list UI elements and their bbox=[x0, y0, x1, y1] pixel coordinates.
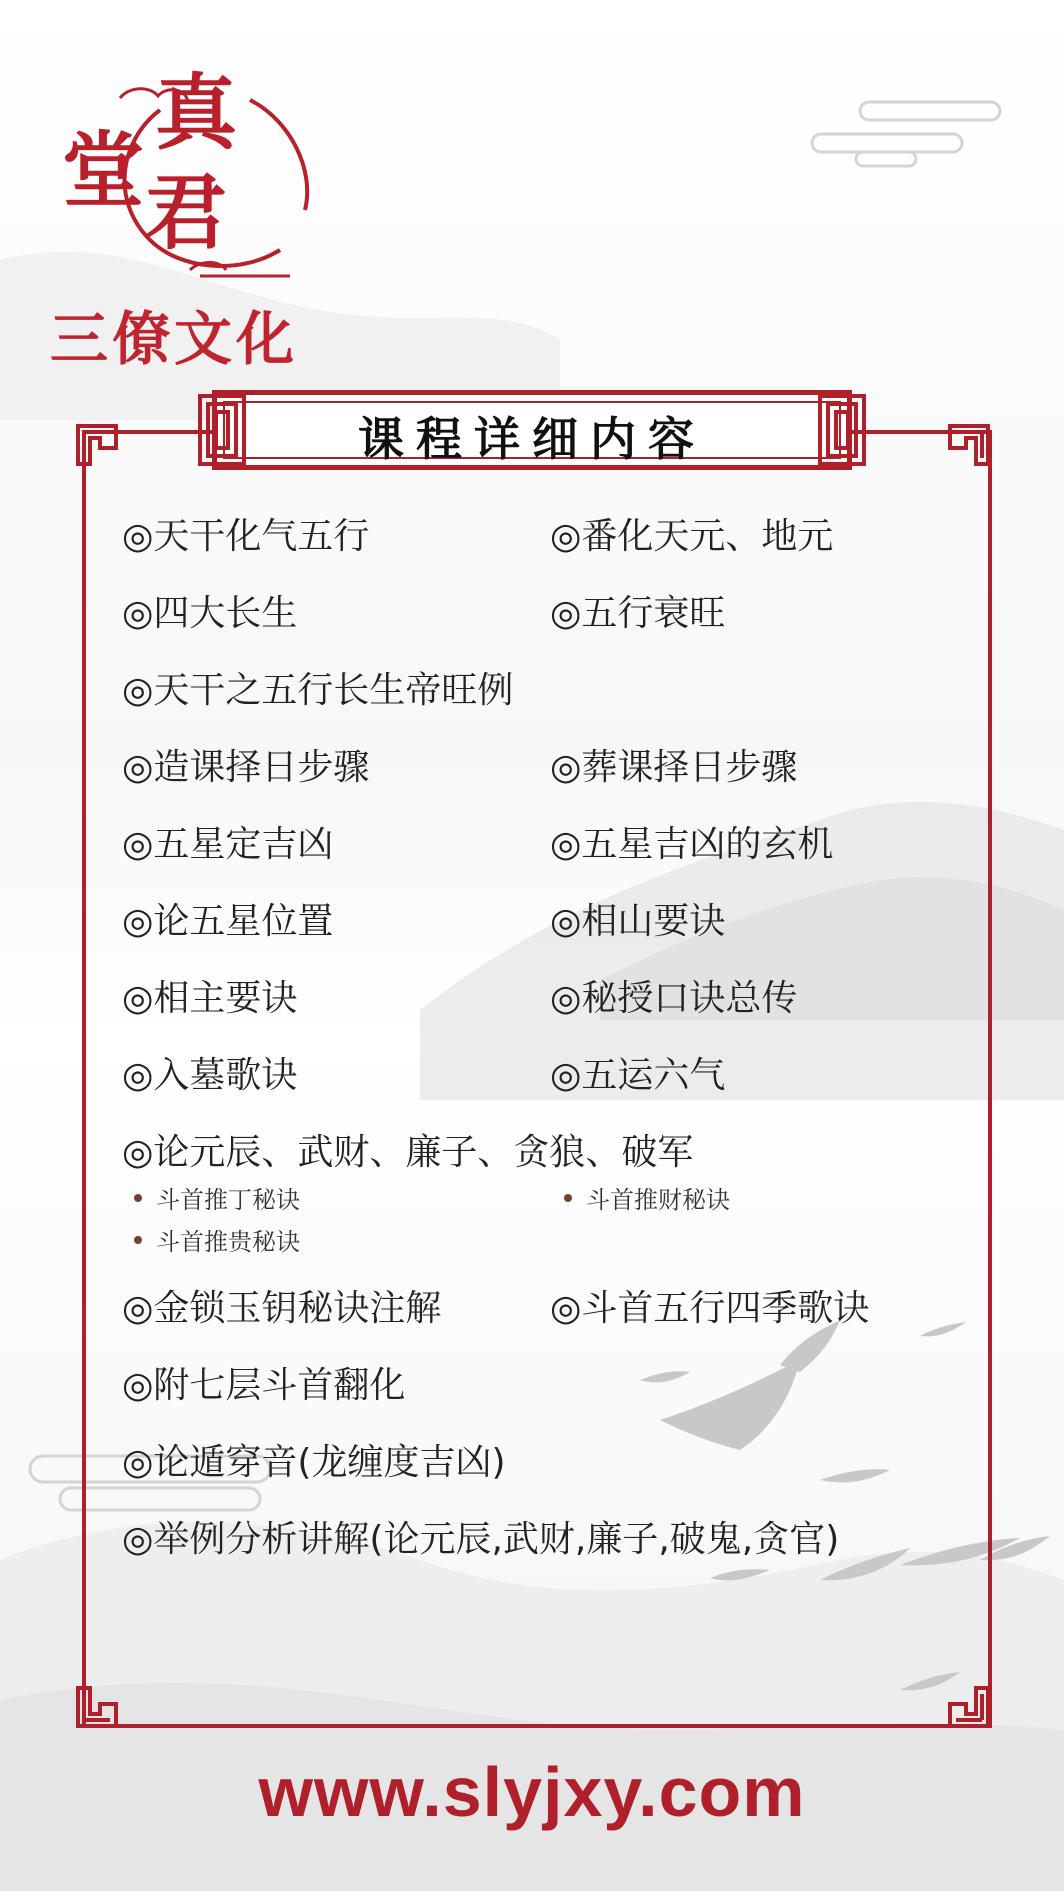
sub-list-item: 斗首推财秘诀 bbox=[564, 1180, 730, 1215]
list-item: ◎论元辰、武财、廉子、贪狼、破军 bbox=[122, 1132, 694, 1173]
list-item: ◎造课择日步骤 bbox=[122, 747, 370, 788]
logo-char-zhen: 真 bbox=[155, 65, 238, 161]
sub-list-row bbox=[122, 1222, 972, 1280]
course-list bbox=[122, 508, 972, 1588]
sub-list-item: 斗首推丁秘诀 bbox=[134, 1180, 300, 1215]
list-item: ◎葬课择日步骤 bbox=[550, 747, 798, 788]
title-ornament-right-icon bbox=[816, 392, 868, 468]
corner-ornament-icon bbox=[946, 1684, 992, 1730]
list-item: ◎天干之五行长生帝旺例 bbox=[122, 670, 514, 711]
bullet-icon bbox=[134, 1236, 142, 1244]
list-item: ◎番化天元、地元 bbox=[550, 516, 834, 557]
list-item: ◎四大长生 bbox=[122, 593, 298, 634]
title-ornament-left-icon bbox=[196, 392, 248, 468]
list-row bbox=[122, 1357, 972, 1434]
list-row bbox=[122, 739, 972, 816]
list-row bbox=[122, 893, 972, 970]
list-row bbox=[122, 1511, 972, 1588]
sub-list-row bbox=[122, 1180, 972, 1222]
list-item: ◎五行衰旺 bbox=[550, 593, 726, 634]
sub-list-item: 斗首推贵秘诀 bbox=[134, 1222, 300, 1257]
list-item: ◎入墓歌诀 bbox=[122, 1055, 298, 1096]
list-item: ◎相主要诀 bbox=[122, 978, 298, 1019]
list-item: ◎五星定吉凶 bbox=[122, 824, 334, 865]
list-item: ◎斗首五行四季歌诀 bbox=[550, 1288, 870, 1329]
bullet-icon bbox=[134, 1194, 142, 1202]
website-link[interactable]: www.slyjxy.com bbox=[258, 1753, 806, 1831]
list-item: ◎天干化气五行 bbox=[122, 516, 370, 557]
list-row bbox=[122, 1124, 972, 1180]
list-item: ◎五运六气 bbox=[550, 1055, 726, 1096]
corner-ornament-icon bbox=[946, 422, 992, 468]
list-row bbox=[122, 662, 972, 739]
list-row bbox=[122, 585, 972, 662]
page-title: 课程详细内容 bbox=[358, 412, 706, 466]
list-row bbox=[122, 1434, 972, 1511]
bullet-icon bbox=[564, 1194, 572, 1202]
list-item: ◎五星吉凶的玄机 bbox=[550, 824, 834, 865]
brand-name: 三僚文化 bbox=[50, 305, 299, 373]
list-row bbox=[122, 1280, 972, 1357]
list-item: ◎秘授口诀总传 bbox=[550, 978, 798, 1019]
list-item: ◎举例分析讲解(论元辰,武财,廉子,破鬼,贪官) bbox=[122, 1519, 840, 1560]
list-item: ◎论遁穿音(龙缠度吉凶) bbox=[122, 1442, 506, 1483]
list-row bbox=[122, 816, 972, 893]
list-row bbox=[122, 1047, 972, 1124]
list-item: ◎相山要诀 bbox=[550, 901, 726, 942]
logo-char-tang: 堂 bbox=[62, 123, 145, 219]
logo bbox=[40, 65, 370, 373]
title-plate bbox=[212, 390, 852, 470]
list-item: ◎附七层斗首翻化 bbox=[122, 1365, 406, 1406]
list-item: ◎论五星位置 bbox=[122, 901, 334, 942]
list-item: ◎金锁玉钥秘诀注解 bbox=[122, 1288, 442, 1329]
list-row bbox=[122, 508, 972, 585]
logo-char-jun: 君 bbox=[145, 165, 228, 261]
corner-ornament-icon bbox=[74, 422, 120, 468]
list-row bbox=[122, 970, 972, 1047]
corner-ornament-icon bbox=[74, 1684, 120, 1730]
